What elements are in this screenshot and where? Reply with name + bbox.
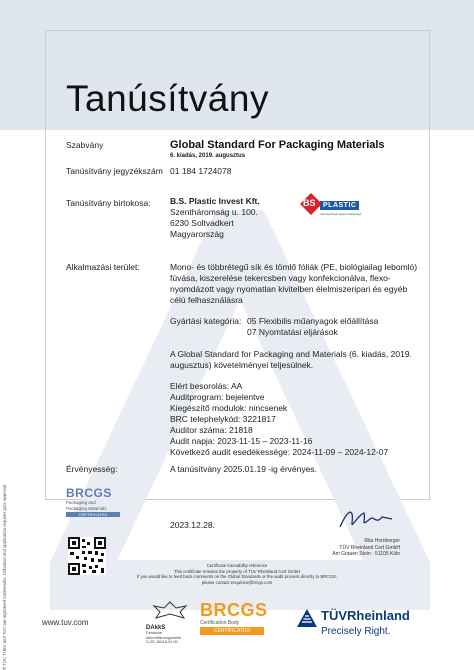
audit-line: BRC telephelykód: 3221817 [170, 414, 276, 424]
scope-line: Mono- és többrétegű sík és tömlő fóliák (PE, biológiailag lebomló) [170, 262, 418, 272]
signer-address: Am Grauen Stein · 51105 Köln [332, 551, 400, 557]
signer-block [330, 538, 400, 558]
signer-org: TÜV Rheinland Cert GmbH [339, 544, 400, 551]
holder-address-line: Magyarország [170, 229, 224, 239]
audit-line: Elért besorolás: AA [170, 381, 243, 391]
holder-company: B.S. Plastic Invest Kft. [170, 196, 260, 206]
registration-label: Tanúsítvány jegyzékszám [66, 166, 163, 176]
validity-label: Érvényesség: [66, 464, 118, 474]
brcgs-logo: BRCGS Packaging and Packaging Materials CERTIFICATED [66, 486, 126, 528]
standard-name: Global Standard For Packaging Materials [170, 139, 385, 151]
website-link[interactable]: www.tuv.com [42, 618, 89, 627]
audit-line: Audit napja: 2023-11-15 – 2023-11-16 [170, 436, 313, 446]
brcgs-footer-logo: BRCGS Certification Body CERTIFICATED [200, 600, 268, 634]
traceability-note: Certificate traceability reference This certificate remains the property of TÜV Rheinland Cert GmbH If you would like to feed back comments on the Global Standards or the audit process directly to BRCGS, please contact enquiries@brcgs.com [137, 563, 337, 585]
standard-edition: 6. kiadás, 2019. augusztus [170, 153, 246, 159]
scope-label: Alkalmazási terület: [66, 262, 140, 272]
holder-label: Tanúsítvány birtokosa: [66, 198, 151, 208]
dakks-eagle-icon [146, 600, 194, 620]
audit-line: Következő audit esedékessége: 2024-11-09 – 2024-12-07 [170, 447, 389, 457]
audit-line: Kiegészítő modulok: nincsenek [170, 403, 288, 413]
statement-line: A Global Standard for Packaging and Materials (6. kiadás, 2019. [170, 349, 412, 359]
page-title: Tanúsítvány [66, 78, 269, 119]
tuv-rheinland-logo: TÜVRheinland Precisely Right. [296, 606, 446, 646]
registration-value: 01 184 1724078 [170, 166, 232, 176]
production-item: 05 Flexibilis műanyagok előállítása [247, 316, 379, 326]
trademark-sidebar-note: ® TÜV, TUEV and TUV are registered trademarks. Utilisation and application requires prior approval. [2, 483, 7, 670]
scope-line: célú felhasználásra [170, 295, 243, 305]
dakks-logo: DAkkS Deutsche Akkreditierungsstelle D-ZE-16018-01-00 [146, 600, 194, 642]
issue-date: 2023.12.28. [170, 520, 215, 530]
company-logo: BS PLASTIC Csomagolóipari egyedi tudatosságú [300, 193, 362, 225]
signer-name: Rita Hornberger [364, 538, 400, 544]
production-label: Gyártási kategória: [170, 316, 242, 326]
tuv-triangle-icon [296, 608, 318, 628]
statement-line: augusztus) követelményei teljesülnek. [170, 360, 314, 370]
standard-label: Szabvány [66, 140, 104, 150]
production-item: 07 Nyomtatási eljárások [247, 327, 338, 337]
audit-line: Auditprogram: bejelentve [170, 392, 265, 402]
scope-line: nyomdázott vagy nyomatlan kivitelben élelmiszeripari és egyéb [170, 284, 408, 294]
validity-value: A tanúsítvány 2025.01.19 -ig érvényes. [170, 464, 317, 474]
holder-address-line: 6230 Soltvadkert [170, 218, 234, 228]
signature-icon [336, 505, 396, 533]
holder-address-line: Szentháromság u. 100. [170, 207, 258, 217]
audit-line: Auditor száma: 21818 [170, 425, 253, 435]
scope-line: fúvása, kiszerelése tekercsben vagy konfekcionálva, flexo- [170, 273, 391, 283]
